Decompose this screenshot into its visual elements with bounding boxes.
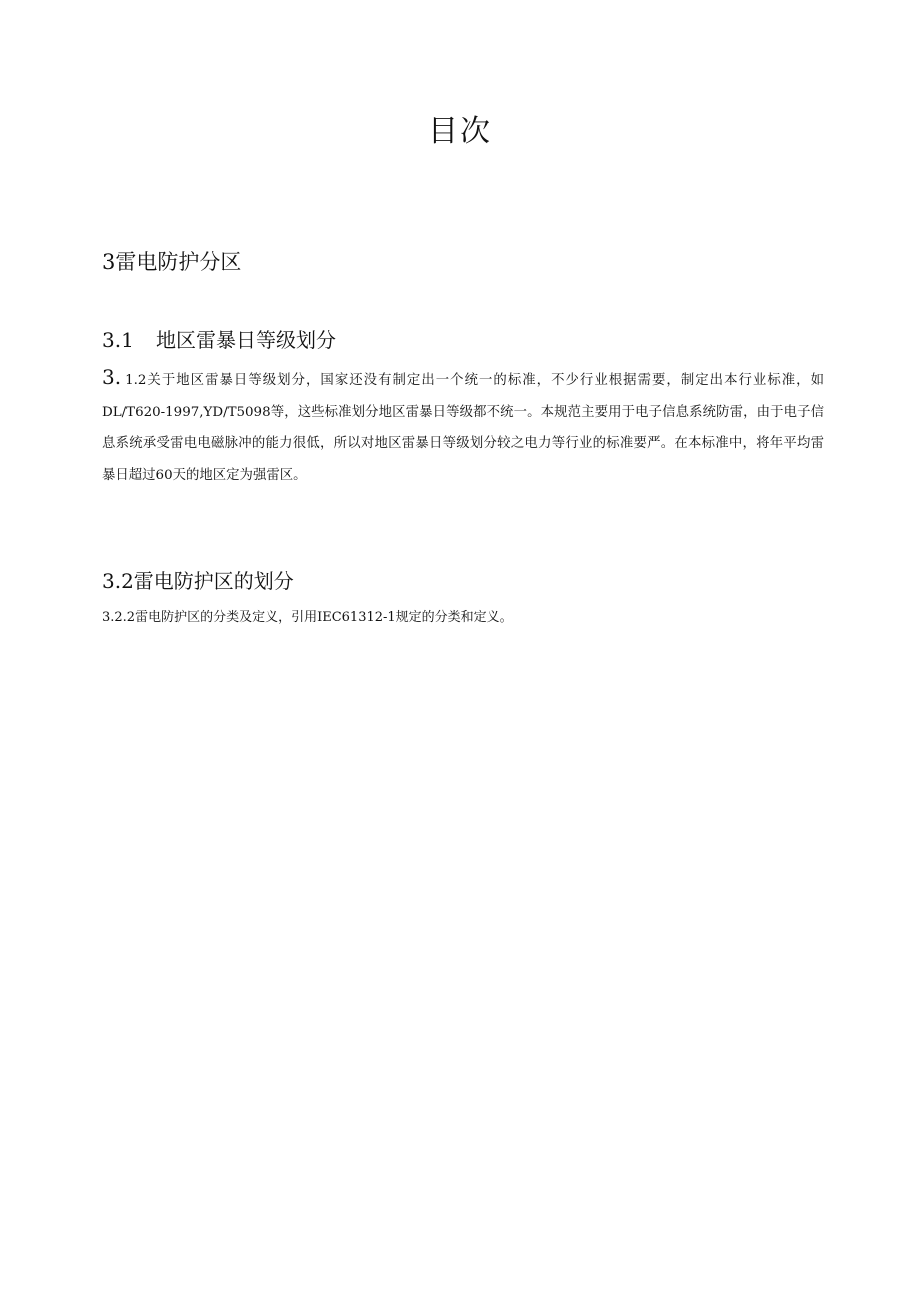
paragraph-text: 1.2关于地区雷暴日等级划分，国家还没有制定出一个统一的标准，不少行业根据需要，制定出本行业标准，如DL/T620-1997,YD/T5098等，这些标准划分地区雷暴日等级都不统一。本规范主要用于电子信息系统防雷，由于电子信息系统承受雷电电磁脉冲的能力很低，所以对地区雷暴日等级划分较之电力等行业的标准要严。在本标准中，将年平均雷暴日超过60天的地区定为强雷区。 [102, 373, 824, 483]
paragraph-3-1-2 [102, 362, 824, 491]
section-heading: 3雷电防护分区 [102, 250, 242, 274]
subsection-number: 3.1 [102, 328, 134, 352]
page-title: 目次 [428, 114, 492, 149]
subsection-title: 地区雷暴日等级划分 [156, 328, 336, 352]
subsection-heading-3-1 [102, 324, 336, 353]
paragraph-lead-number: 3. [102, 365, 122, 389]
subsection-heading-3-2: 3.2雷电防护区的划分 [102, 569, 294, 593]
paragraph-3-2-2: 3.2.2雷电防护区的分类及定义，引用IEC61312-1规定的分类和定义。 [102, 610, 513, 625]
